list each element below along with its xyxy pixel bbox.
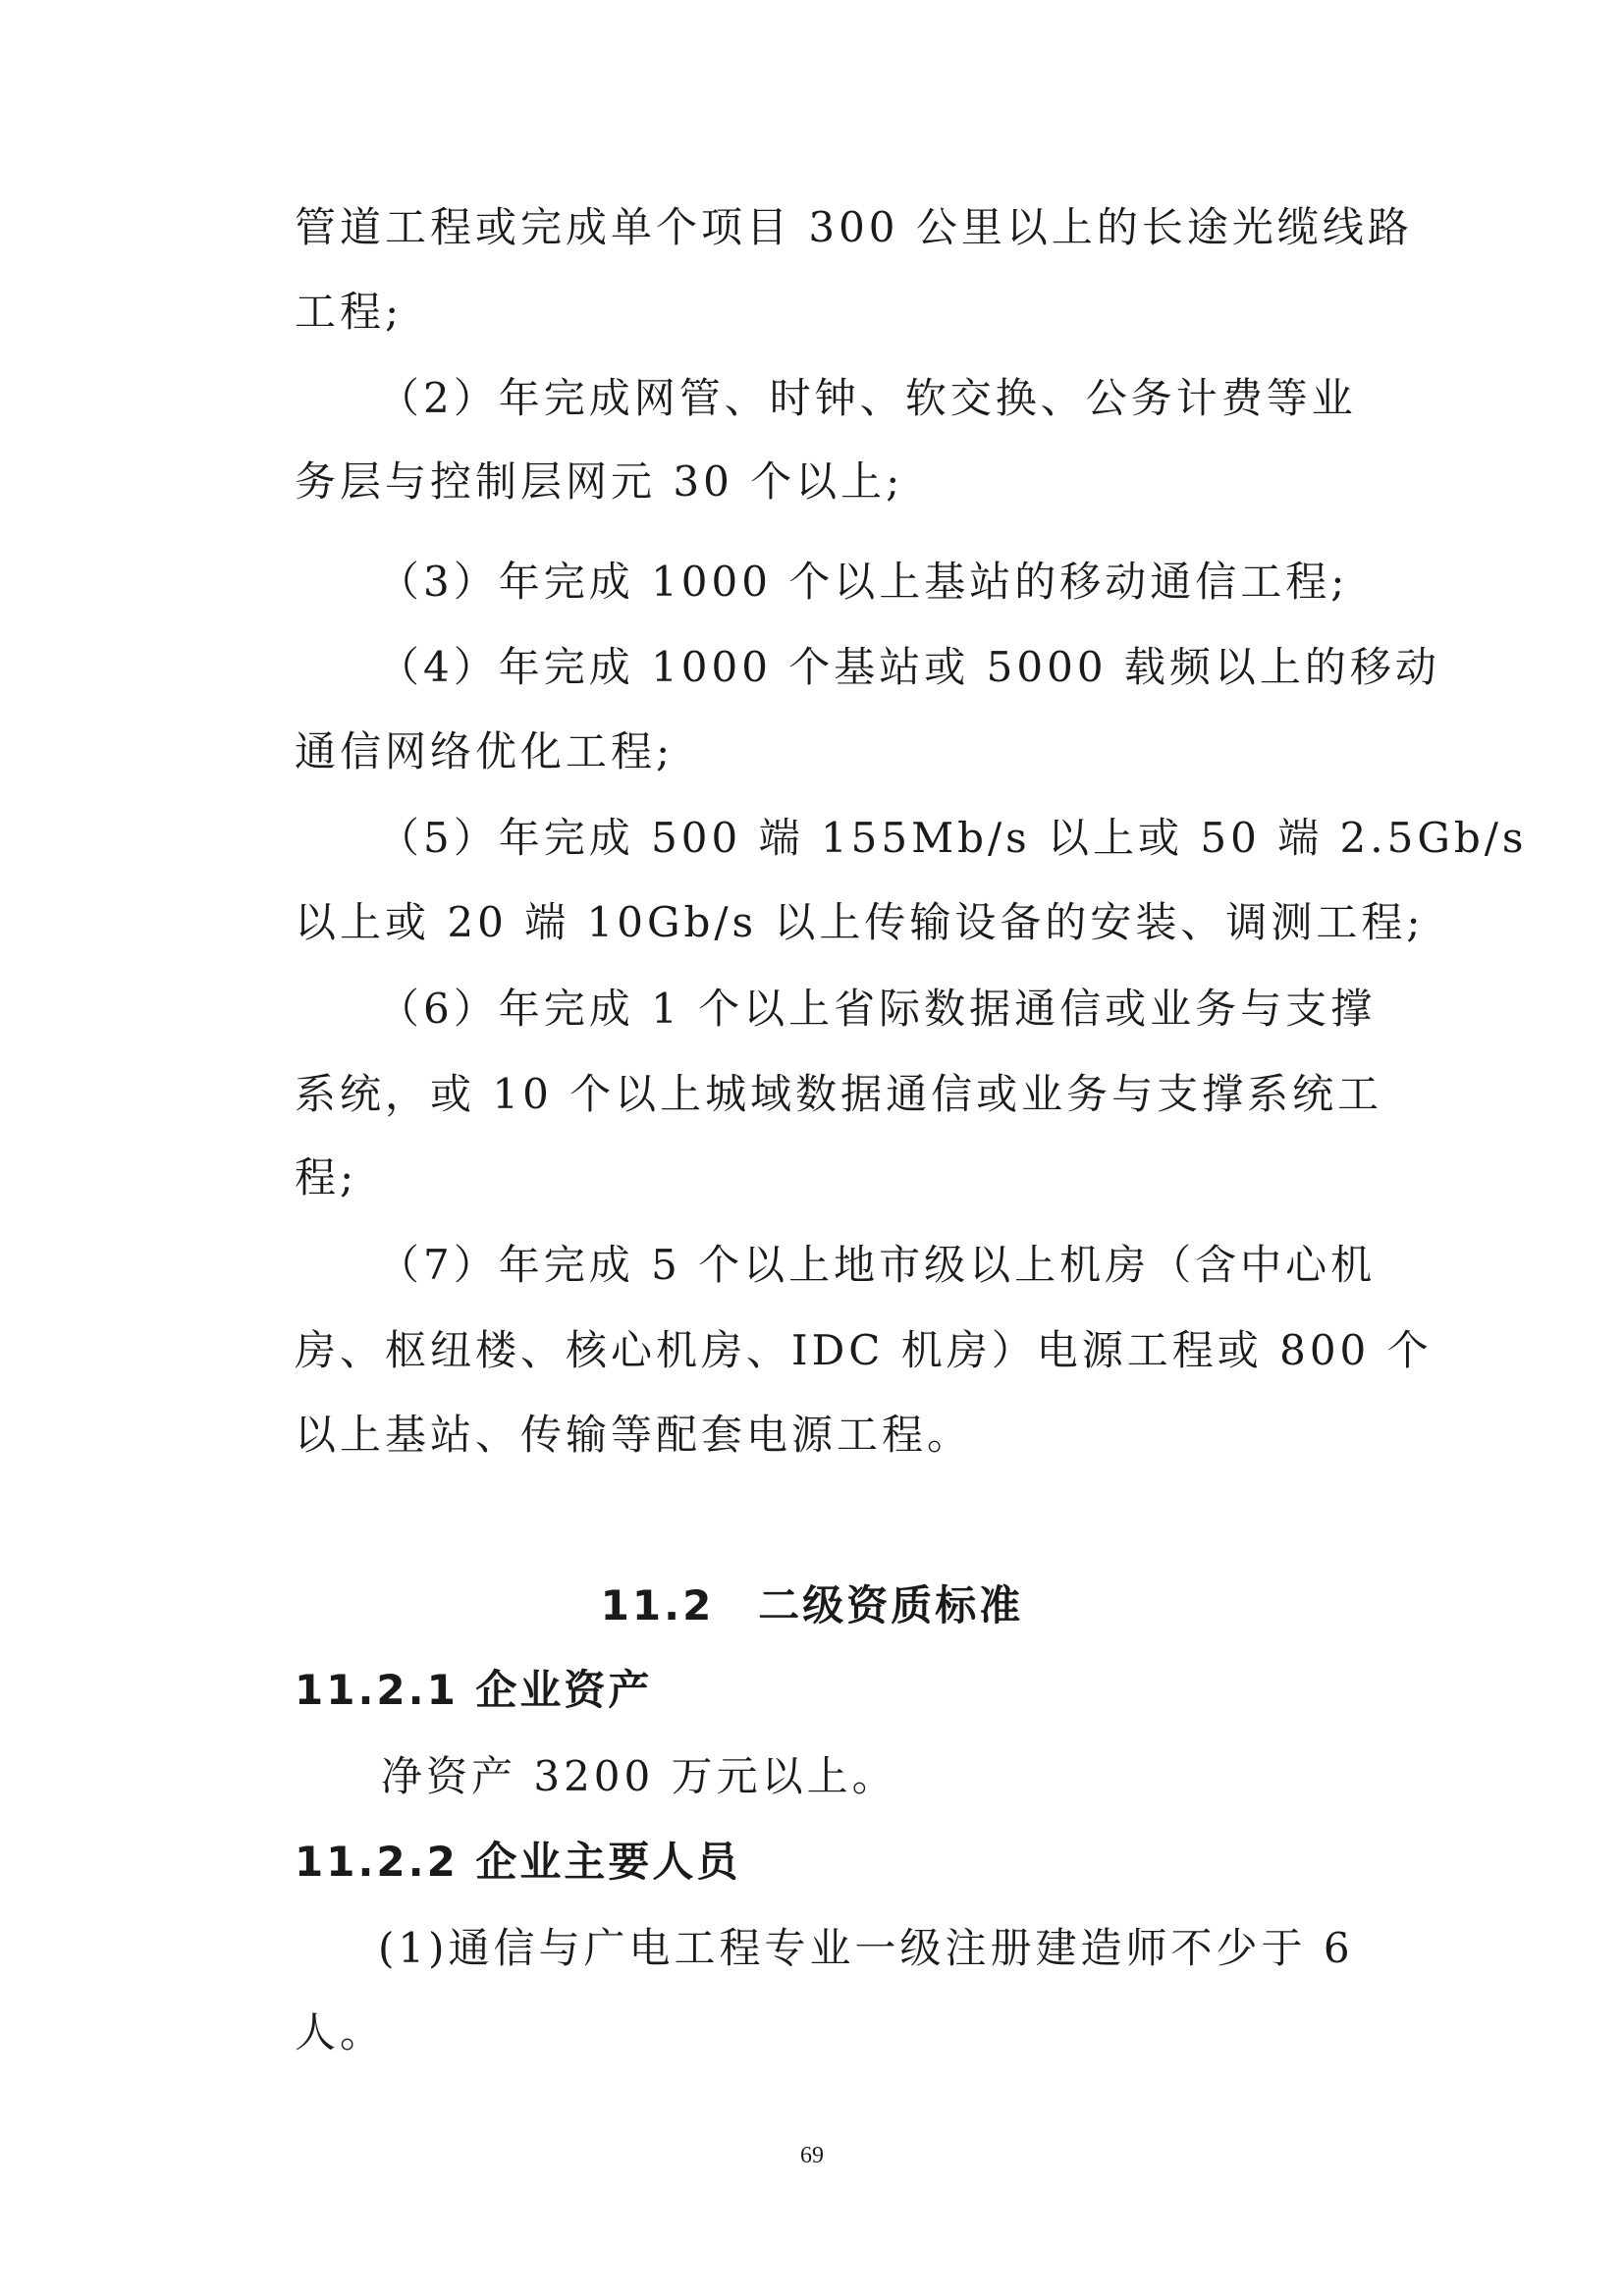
personnel-line-2: 人。 [295, 2008, 386, 2056]
body-line-1: 管道工程或完成单个项目 300 公里以上的长途光缆线路 [295, 203, 1413, 251]
item-5-line-2: 以上或 20 端 10Gb/s 以上传输设备的安装、调测工程; [295, 898, 1425, 946]
item-6-line-3: 程; [295, 1153, 358, 1201]
item-2-line-1: （2）年完成网管、时钟、软交换、公务计费等业 [378, 374, 1357, 422]
item-7-line-1: （7）年完成 5 个以上地市级以上机房（含中心机 [378, 1241, 1377, 1289]
item-7-line-2: 房、枢纽楼、核心机房、IDC 机房）电源工程或 800 个 [295, 1326, 1433, 1374]
item-4-line-1: （4）年完成 1000 个基站或 5000 载频以上的移动 [378, 643, 1440, 691]
item-3-line-1: （3）年完成 1000 个以上基站的移动通信工程; [378, 558, 1349, 606]
item-6-line-2: 系统，或 10 个以上城域数据通信或业务与支撑系统工 [295, 1070, 1383, 1118]
personnel-line-1: (1)通信与广电工程专业一级注册建造师不少于 6 [378, 1924, 1354, 1972]
item-6-line-1: （6）年完成 1 个以上省际数据通信或业务与支撑 [378, 985, 1377, 1033]
subsection-heading-assets: 11.2.1 企业资产 [295, 1666, 653, 1714]
section-heading: 11.2 二级资质标准 [600, 1581, 1024, 1629]
body-line-2: 工程; [295, 288, 404, 336]
item-7-line-3: 以上基站、传输等配套电源工程。 [295, 1411, 973, 1459]
assets-text: 净资产 3200 万元以上。 [381, 1752, 897, 1800]
subsection-heading-personnel: 11.2.2 企业主要人员 [295, 1838, 741, 1886]
item-2-line-2: 务层与控制层网元 30 个以上; [295, 457, 904, 506]
item-4-line-2: 通信网络优化工程; [295, 727, 675, 775]
page-number: 69 [800, 2143, 824, 2168]
item-5-line-1: （5）年完成 500 端 155Mb/s 以上或 50 端 2.5Gb/s [378, 814, 1528, 862]
